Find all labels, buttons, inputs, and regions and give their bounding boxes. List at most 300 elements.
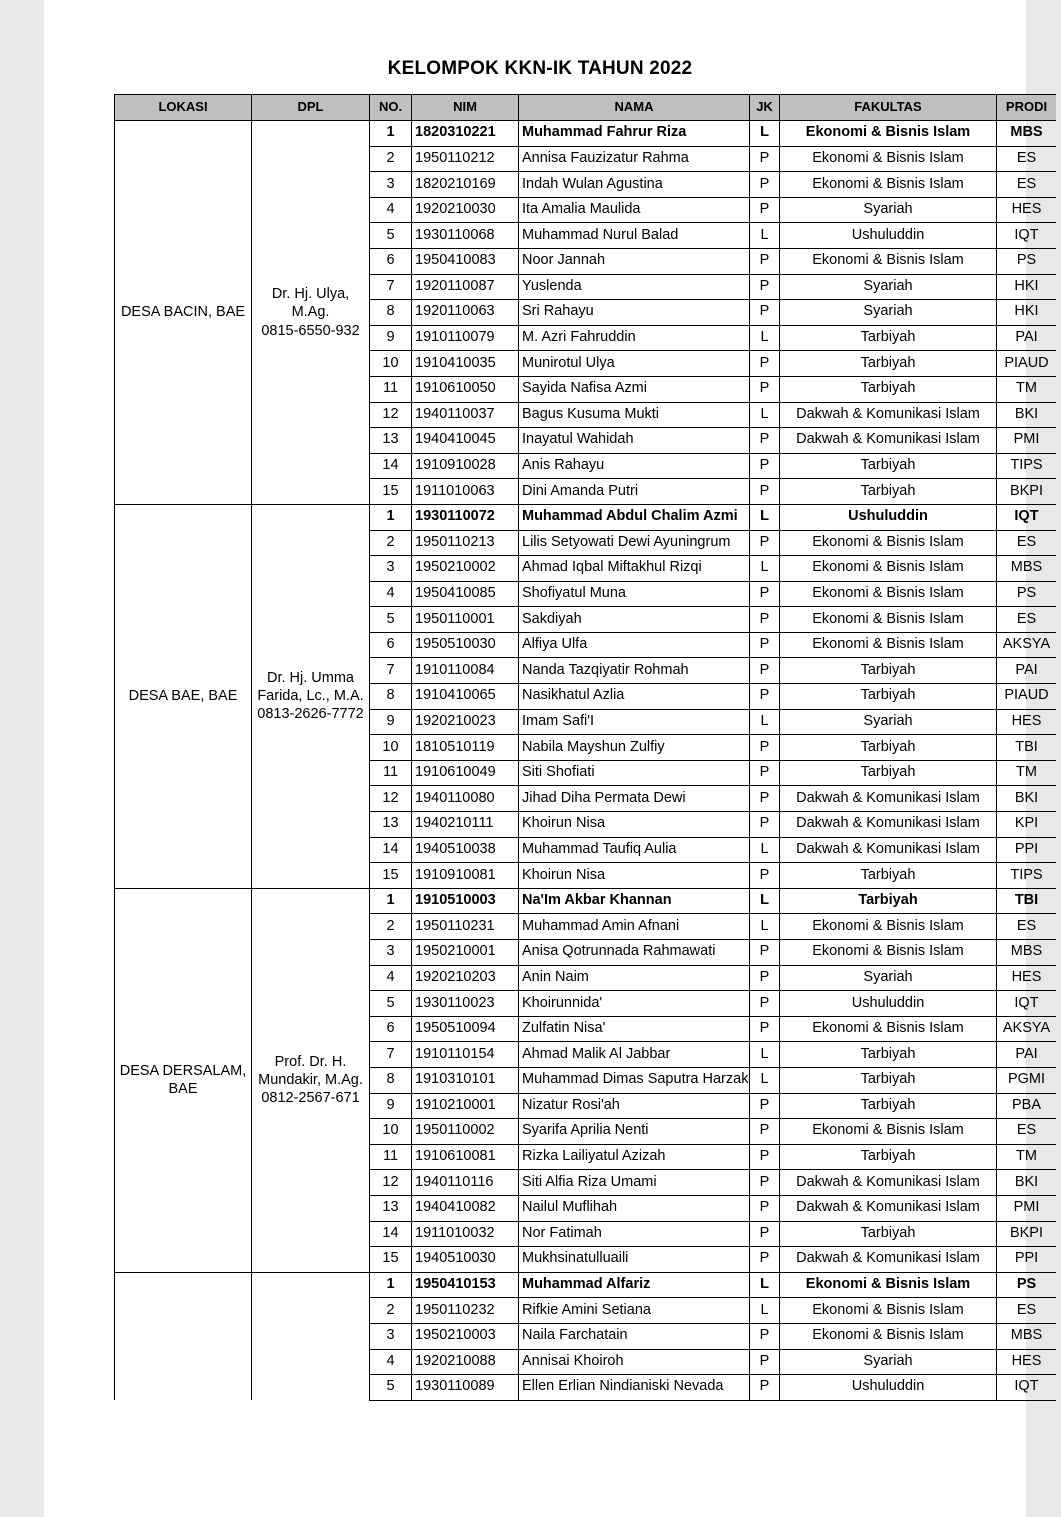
row-number: 13 (370, 428, 412, 454)
fakultas-cell: Syariah (780, 274, 997, 300)
nama-cell: Rifkie Amini Setiana (519, 1298, 750, 1324)
fakultas-cell: Ekonomi & Bisnis Islam (780, 1298, 997, 1324)
jk-cell: L (750, 402, 780, 428)
jk-cell: L (750, 1067, 780, 1093)
jk-cell: P (750, 1349, 780, 1375)
nama-cell: Lilis Setyowati Dewi Ayuningrum (519, 530, 750, 556)
jk-cell: L (750, 1298, 780, 1324)
prodi-cell: HKI (997, 274, 1057, 300)
nim-cell: 1911010032 (412, 1221, 519, 1247)
nama-cell: Inayatul Wahidah (519, 428, 750, 454)
table-body (115, 121, 1057, 1401)
nama-cell: Alfiya Ulfa (519, 632, 750, 658)
prodi-cell: BKI (997, 402, 1057, 428)
jk-cell: P (750, 812, 780, 838)
fakultas-cell: Ekonomi & Bisnis Islam (780, 632, 997, 658)
col-header-dpl: DPL (252, 95, 370, 121)
nim-cell: 1910610081 (412, 1144, 519, 1170)
nim-cell: 1930110068 (412, 223, 519, 249)
jk-cell: P (750, 453, 780, 479)
nama-cell: Siti Shofiati (519, 760, 750, 786)
row-number: 7 (370, 658, 412, 684)
nim-cell: 1910110079 (412, 325, 519, 351)
nama-cell: Bagus Kusuma Mukti (519, 402, 750, 428)
col-header-nama: NAMA (519, 95, 750, 121)
nama-cell: Annisa Fauzizatur Rahma (519, 146, 750, 172)
prodi-cell: MBS (997, 1323, 1057, 1349)
nim-cell: 1910410065 (412, 684, 519, 710)
prodi-cell: PIAUD (997, 351, 1057, 377)
prodi-cell: TM (997, 760, 1057, 786)
jk-cell: P (750, 658, 780, 684)
jk-cell: P (750, 991, 780, 1017)
row-number: 2 (370, 146, 412, 172)
nim-cell: 1950110213 (412, 530, 519, 556)
nama-cell: Khoirun Nisa (519, 863, 750, 889)
fakultas-cell: Dakwah & Komunikasi Islam (780, 1195, 997, 1221)
nim-cell: 1910110154 (412, 1042, 519, 1068)
row-number: 7 (370, 1042, 412, 1068)
prodi-cell: KPI (997, 812, 1057, 838)
jk-cell: P (750, 735, 780, 761)
fakultas-cell: Ushuluddin (780, 223, 997, 249)
fakultas-cell: Tarbiyah (780, 684, 997, 710)
prodi-cell: PGMI (997, 1067, 1057, 1093)
lokasi-cell: DESA BACIN, BAE (115, 121, 252, 505)
row-number: 3 (370, 940, 412, 966)
lokasi-cell: DESA BAE, BAE (115, 504, 252, 888)
prodi-cell: PS (997, 1272, 1057, 1298)
prodi-cell: TBI (997, 735, 1057, 761)
row-number: 10 (370, 351, 412, 377)
jk-cell: P (750, 863, 780, 889)
prodi-cell: IQT (997, 223, 1057, 249)
nama-cell: Sayida Nafisa Azmi (519, 376, 750, 402)
jk-cell: P (750, 1323, 780, 1349)
nim-cell: 1920210030 (412, 197, 519, 223)
nama-cell: Nailul Muflihah (519, 1195, 750, 1221)
nama-cell: Dini Amanda Putri (519, 479, 750, 505)
nama-cell: Zulfatin Nisa' (519, 1016, 750, 1042)
prodi-cell: HES (997, 709, 1057, 735)
nama-cell: Nabila Mayshun Zulfiy (519, 735, 750, 761)
prodi-cell: TIPS (997, 863, 1057, 889)
row-number: 6 (370, 248, 412, 274)
jk-cell: P (750, 581, 780, 607)
nim-cell: 1911010063 (412, 479, 519, 505)
document-page (44, 0, 1051, 1517)
row-number: 11 (370, 760, 412, 786)
nim-cell: 1950510094 (412, 1016, 519, 1042)
nama-cell: Muhammad Fahrur Riza (519, 121, 750, 147)
fakultas-cell: Ekonomi & Bisnis Islam (780, 172, 997, 198)
prodi-cell: PPI (997, 837, 1057, 863)
jk-cell: P (750, 172, 780, 198)
nama-cell: Imam Safi'I (519, 709, 750, 735)
nim-cell: 1940110037 (412, 402, 519, 428)
nama-cell: Yuslenda (519, 274, 750, 300)
table-row (115, 121, 1057, 147)
jk-cell: P (750, 248, 780, 274)
jk-cell: L (750, 837, 780, 863)
row-number: 5 (370, 223, 412, 249)
fakultas-cell: Ushuluddin (780, 991, 997, 1017)
fakultas-cell: Ekonomi & Bisnis Islam (780, 146, 997, 172)
prodi-cell: TIPS (997, 453, 1057, 479)
row-number: 15 (370, 1247, 412, 1273)
nama-cell: Anin Naim (519, 965, 750, 991)
jk-cell: P (750, 1195, 780, 1221)
row-number: 3 (370, 172, 412, 198)
row-number: 6 (370, 632, 412, 658)
kkn-group-table (114, 94, 1056, 1401)
prodi-cell: PIAUD (997, 684, 1057, 710)
jk-cell: P (750, 760, 780, 786)
jk-cell: P (750, 530, 780, 556)
fakultas-cell: Ekonomi & Bisnis Islam (780, 248, 997, 274)
fakultas-cell: Ekonomi & Bisnis Islam (780, 1016, 997, 1042)
nim-cell: 1940110080 (412, 786, 519, 812)
nama-cell: Jihad Diha Permata Dewi (519, 786, 750, 812)
prodi-cell: PMI (997, 428, 1057, 454)
prodi-cell: PAI (997, 1042, 1057, 1068)
nim-cell: 1950410153 (412, 1272, 519, 1298)
jk-cell: P (750, 351, 780, 377)
nama-cell: Khoirunnida' (519, 991, 750, 1017)
fakultas-cell: Tarbiyah (780, 735, 997, 761)
nim-cell: 1950110232 (412, 1298, 519, 1324)
jk-cell: L (750, 888, 780, 914)
jk-cell: P (750, 607, 780, 633)
prodi-cell: BKI (997, 1170, 1057, 1196)
jk-cell: P (750, 684, 780, 710)
prodi-cell: IQT (997, 991, 1057, 1017)
col-header-lokasi: LOKASI (115, 95, 252, 121)
prodi-cell: ES (997, 1298, 1057, 1324)
fakultas-cell: Tarbiyah (780, 888, 997, 914)
nama-cell: Nizatur Rosi'ah (519, 1093, 750, 1119)
jk-cell: L (750, 325, 780, 351)
nama-cell: Nasikhatul Azlia (519, 684, 750, 710)
jk-cell: P (750, 1144, 780, 1170)
prodi-cell: AKSYA (997, 632, 1057, 658)
prodi-cell: MBS (997, 556, 1057, 582)
dpl-line: Prof. Dr. H. (274, 1054, 347, 1071)
fakultas-cell: Syariah (780, 197, 997, 223)
prodi-cell: HES (997, 1349, 1057, 1375)
row-number: 9 (370, 709, 412, 735)
prodi-cell: MBS (997, 940, 1057, 966)
row-number: 15 (370, 863, 412, 889)
table-row (115, 504, 1057, 530)
jk-cell: P (750, 300, 780, 326)
row-number: 12 (370, 786, 412, 812)
jk-cell: P (750, 479, 780, 505)
row-number: 11 (370, 376, 412, 402)
nama-cell: Sri Rahayu (519, 300, 750, 326)
prodi-cell: TM (997, 1144, 1057, 1170)
row-number: 14 (370, 837, 412, 863)
fakultas-cell: Ekonomi & Bisnis Islam (780, 581, 997, 607)
nama-cell: Nanda Tazqiyatir Rohmah (519, 658, 750, 684)
jk-cell: P (750, 1093, 780, 1119)
prodi-cell: IQT (997, 1375, 1057, 1401)
nim-cell: 1910610050 (412, 376, 519, 402)
dpl-cell (252, 888, 370, 1272)
jk-cell: P (750, 1247, 780, 1273)
dpl-line: Dr. Hj. Umma (267, 670, 354, 687)
prodi-cell: AKSYA (997, 1016, 1057, 1042)
nim-cell: 1920210088 (412, 1349, 519, 1375)
prodi-cell: PS (997, 581, 1057, 607)
prodi-cell: PAI (997, 658, 1057, 684)
nim-cell: 1950210002 (412, 556, 519, 582)
nim-cell: 1930110089 (412, 1375, 519, 1401)
fakultas-cell: Ekonomi & Bisnis Islam (780, 556, 997, 582)
fakultas-cell: Ushuluddin (780, 504, 997, 530)
col-header-fakultas: FAKULTAS (780, 95, 997, 121)
col-header-no: NO. (370, 95, 412, 121)
nama-cell: Ahmad Malik Al Jabbar (519, 1042, 750, 1068)
nim-cell: 1910510003 (412, 888, 519, 914)
jk-cell: L (750, 914, 780, 940)
fakultas-cell: Tarbiyah (780, 351, 997, 377)
nama-cell: Muhammad Nurul Balad (519, 223, 750, 249)
row-number: 8 (370, 300, 412, 326)
nim-cell: 1920110087 (412, 274, 519, 300)
nim-cell: 1930110072 (412, 504, 519, 530)
nama-cell: Ahmad Iqbal Miftakhul Rizqi (519, 556, 750, 582)
fakultas-cell: Ekonomi & Bisnis Islam (780, 940, 997, 966)
fakultas-cell: Ekonomi & Bisnis Islam (780, 530, 997, 556)
row-number: 5 (370, 1375, 412, 1401)
dpl-cell (252, 121, 370, 505)
row-number: 1 (370, 121, 412, 147)
jk-cell: P (750, 1375, 780, 1401)
row-number: 4 (370, 965, 412, 991)
jk-cell: P (750, 376, 780, 402)
nama-cell: Munirotul Ulya (519, 351, 750, 377)
nama-cell: Indah Wulan Agustina (519, 172, 750, 198)
dpl-line: Mundakir, M.Ag. (258, 1072, 363, 1089)
fakultas-cell: Tarbiyah (780, 658, 997, 684)
row-number: 5 (370, 607, 412, 633)
nama-cell: Syarifa Aprilia Nenti (519, 1119, 750, 1145)
fakultas-cell: Ekonomi & Bisnis Islam (780, 607, 997, 633)
nim-cell: 1950210001 (412, 940, 519, 966)
row-number: 2 (370, 914, 412, 940)
fakultas-cell: Dakwah & Komunikasi Islam (780, 402, 997, 428)
nim-cell: 1940410045 (412, 428, 519, 454)
prodi-cell: HES (997, 197, 1057, 223)
dpl-cell (252, 1272, 370, 1400)
col-header-nim: NIM (412, 95, 519, 121)
prodi-cell: ES (997, 914, 1057, 940)
jk-cell: P (750, 274, 780, 300)
nama-cell: Annisai Khoiroh (519, 1349, 750, 1375)
nim-cell: 1950210003 (412, 1323, 519, 1349)
jk-cell: P (750, 428, 780, 454)
prodi-cell: BKPI (997, 479, 1057, 505)
prodi-cell: HKI (997, 300, 1057, 326)
nim-cell: 1820310221 (412, 121, 519, 147)
fakultas-cell: Dakwah & Komunikasi Islam (780, 1247, 997, 1273)
row-number: 1 (370, 504, 412, 530)
prodi-cell: PAI (997, 325, 1057, 351)
sheet-container (114, 94, 1056, 1401)
row-number: 9 (370, 1093, 412, 1119)
nim-cell: 1910110084 (412, 658, 519, 684)
row-number: 1 (370, 888, 412, 914)
row-number: 13 (370, 1195, 412, 1221)
nim-cell: 1910210001 (412, 1093, 519, 1119)
nim-cell: 1910910081 (412, 863, 519, 889)
nama-cell: Muhammad Amin Afnani (519, 914, 750, 940)
fakultas-cell: Syariah (780, 300, 997, 326)
dpl-line: 0813-2626-7772 (257, 706, 364, 723)
nama-cell: Anisa Qotrunnada Rahmawati (519, 940, 750, 966)
row-number: 8 (370, 1067, 412, 1093)
nim-cell: 1920210023 (412, 709, 519, 735)
jk-cell: P (750, 1170, 780, 1196)
row-number: 13 (370, 812, 412, 838)
row-number: 3 (370, 556, 412, 582)
nim-cell: 1820210169 (412, 172, 519, 198)
jk-cell: P (750, 965, 780, 991)
row-number: 5 (370, 991, 412, 1017)
prodi-cell: PPI (997, 1247, 1057, 1273)
fakultas-cell: Dakwah & Komunikasi Islam (780, 428, 997, 454)
col-header-prodi: PRODI (997, 95, 1057, 121)
prodi-cell: ES (997, 172, 1057, 198)
jk-cell: L (750, 709, 780, 735)
dpl-line: M.Ag. (291, 304, 330, 321)
nim-cell: 1950410083 (412, 248, 519, 274)
jk-cell: L (750, 121, 780, 147)
dpl-line: 0815-6550-932 (261, 322, 360, 339)
nim-cell: 1950110212 (412, 146, 519, 172)
prodi-cell: PS (997, 248, 1057, 274)
prodi-cell: TBI (997, 888, 1057, 914)
prodi-cell: ES (997, 607, 1057, 633)
fakultas-cell: Tarbiyah (780, 453, 997, 479)
row-number: 14 (370, 453, 412, 479)
row-number: 3 (370, 1323, 412, 1349)
fakultas-cell: Tarbiyah (780, 863, 997, 889)
fakultas-cell: Tarbiyah (780, 479, 997, 505)
lokasi-cell: DESA DERSALAM, BAE (115, 888, 252, 1272)
row-number: 10 (370, 735, 412, 761)
nim-cell: 1940110116 (412, 1170, 519, 1196)
nama-cell: Shofiyatul Muna (519, 581, 750, 607)
jk-cell: P (750, 940, 780, 966)
fakultas-cell: Ekonomi & Bisnis Islam (780, 121, 997, 147)
nim-cell: 1910410035 (412, 351, 519, 377)
fakultas-cell: Ekonomi & Bisnis Islam (780, 1323, 997, 1349)
nama-cell: Khoirun Nisa (519, 812, 750, 838)
fakultas-cell: Tarbiyah (780, 1093, 997, 1119)
fakultas-cell: Tarbiyah (780, 1221, 997, 1247)
row-number: 2 (370, 530, 412, 556)
table-row (115, 888, 1057, 914)
jk-cell: L (750, 1042, 780, 1068)
nim-cell: 1950510030 (412, 632, 519, 658)
fakultas-cell: Tarbiyah (780, 760, 997, 786)
row-number: 10 (370, 1119, 412, 1145)
fakultas-cell: Syariah (780, 709, 997, 735)
table-header-row (115, 95, 1057, 121)
jk-cell: L (750, 556, 780, 582)
prodi-cell: PMI (997, 1195, 1057, 1221)
nama-cell: Ellen Erlian Nindianiski Nevada (519, 1375, 750, 1401)
nama-cell: M. Azri Fahruddin (519, 325, 750, 351)
nama-cell: Na'Im Akbar Khannan (519, 888, 750, 914)
nama-cell: Muhammad Abdul Chalim Azmi (519, 504, 750, 530)
dpl-line: 0812-2567-671 (261, 1090, 360, 1107)
page-title: KELOMPOK KKN-IK TAHUN 2022 (387, 58, 693, 79)
prodi-cell: HES (997, 965, 1057, 991)
nim-cell: 1910610049 (412, 760, 519, 786)
nim-cell: 1910910028 (412, 453, 519, 479)
nama-cell: Naila Farchatain (519, 1323, 750, 1349)
nama-cell: Rizka Lailiyatul Azizah (519, 1144, 750, 1170)
row-number: 12 (370, 1170, 412, 1196)
nama-cell: Noor Jannah (519, 248, 750, 274)
nim-cell: 1940410082 (412, 1195, 519, 1221)
row-number: 6 (370, 1016, 412, 1042)
nama-cell: Muhammad Taufiq Aulia (519, 837, 750, 863)
prodi-cell: BKPI (997, 1221, 1057, 1247)
nim-cell: 1810510119 (412, 735, 519, 761)
nama-cell: Siti Alfia Riza Umami (519, 1170, 750, 1196)
fakultas-cell: Ekonomi & Bisnis Islam (780, 914, 997, 940)
row-number: 14 (370, 1221, 412, 1247)
jk-cell: P (750, 197, 780, 223)
row-number: 2 (370, 1298, 412, 1324)
prodi-cell: ES (997, 146, 1057, 172)
fakultas-cell: Ushuluddin (780, 1375, 997, 1401)
jk-cell: P (750, 1016, 780, 1042)
jk-cell: P (750, 632, 780, 658)
nim-cell: 1930110023 (412, 991, 519, 1017)
nama-cell: Anis Rahayu (519, 453, 750, 479)
jk-cell: L (750, 1272, 780, 1298)
dpl-cell (252, 504, 370, 888)
row-number: 11 (370, 1144, 412, 1170)
nim-cell: 1940210111 (412, 812, 519, 838)
jk-cell: L (750, 504, 780, 530)
fakultas-cell: Syariah (780, 1349, 997, 1375)
fakultas-cell: Tarbiyah (780, 325, 997, 351)
prodi-cell: BKI (997, 786, 1057, 812)
fakultas-cell: Dakwah & Komunikasi Islam (780, 786, 997, 812)
fakultas-cell: Tarbiyah (780, 1144, 997, 1170)
nama-cell: Mukhsinatulluaili (519, 1247, 750, 1273)
jk-cell: P (750, 1221, 780, 1247)
nim-cell: 1950110002 (412, 1119, 519, 1145)
nim-cell: 1920110063 (412, 300, 519, 326)
prodi-cell: ES (997, 1119, 1057, 1145)
dpl-line: Farida, Lc., M.A. (257, 688, 364, 705)
nim-cell: 1950110231 (412, 914, 519, 940)
row-number: 15 (370, 479, 412, 505)
prodi-cell: TM (997, 376, 1057, 402)
nama-cell: Muhammad Alfariz (519, 1272, 750, 1298)
row-number: 8 (370, 684, 412, 710)
fakultas-cell: Dakwah & Komunikasi Islam (780, 812, 997, 838)
nama-cell: Muhammad Dimas Saputra Harzak (519, 1067, 750, 1093)
fakultas-cell: Ekonomi & Bisnis Islam (780, 1119, 997, 1145)
